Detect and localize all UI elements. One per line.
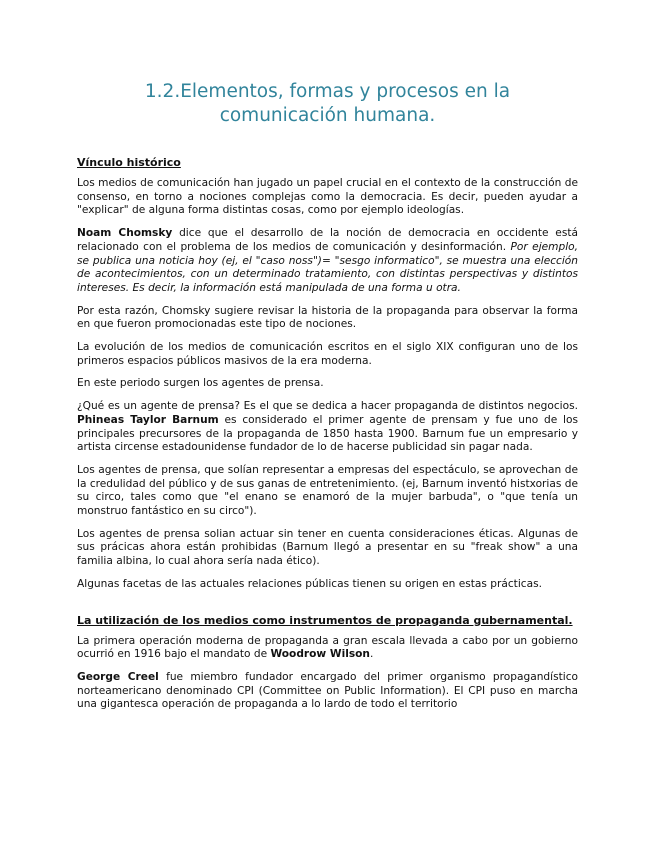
barnum-question: ¿Qué es un agente de prensa? Es el que se dedica a hacer propaganda de distintos negocios. — [77, 400, 578, 413]
paragraph-press-agents-emerge: En este periodo surgen los agentes de prensa. — [77, 377, 324, 390]
creel-name: George Creel — [77, 670, 159, 683]
paragraph-press-agents-ethics: Los agentes de prensa solian actuar sin tener en cuenta consideraciones éticas. Algunas de sus prácicas ahora están prohibidas (Barnum llegó a presentar en su "freak show" a una familia albina, lo cual ahora sería nada ético). — [77, 527, 578, 568]
page-title — [77, 0, 578, 128]
section-heading-historical-link: Vínculo histórico — [77, 156, 181, 169]
chomsky-name: Noam Chomsky — [77, 227, 173, 240]
barnum-name: Phineas Taylor Barnum — [77, 413, 219, 426]
wilson-name: Woodrow Wilson — [270, 648, 370, 661]
barnum-text: es considerado el primer agente de prensam y fue uno de los principales precursores de la propaganda de 1850 hasta 1900. Barnum fue un empresario y artista circense estadounidense fundador de lo de hacerse publicidad sin pagar nada. — [77, 413, 579, 454]
paragraph-press-agents-credulity: Los agentes de prensa, que solían representar a empresas del espectáculo, se aprovechan de la credulidad del público y de sus ganas de entretenimiento. (ej, Barnum inventó histxorias de su circo, tales como que "el enano se enamoró de la mujer barbuda", o "que tenía un monstruo fantástico en su circo"). — [77, 463, 578, 518]
paragraph-barnum — [77, 400, 578, 455]
section-heading-government-propaganda: La utilización de los medios como instrumentos de propaganda gubernamental. — [77, 613, 573, 627]
paragraph-xix-century: La evolución de los medios de comunicación escritos en el siglo XIX configuran uno de los primeros espacios públicos masivos de la era moderna. — [77, 341, 578, 367]
title-line-1: 1.2.Elementos, formas y procesos en la — [144, 81, 511, 102]
chomsky-example: Por ejemplo, se publica una noticia hoy (ej, el "caso noss")= "sesgo informatico", se muestra una elección de acontecimientos, con un determinado tratamiento, con distintas perspectivas y distintos intereses. Es decir, la información está manipulada de una forma u otra. — [77, 240, 578, 294]
wilson-end: . — [369, 648, 374, 661]
paragraph-chomsky-review: Por esta razón, Chomsky sugiere revisar la historia de la propaganda para observar la forma en que fueron promocionadas este tipo de nociones. — [77, 304, 578, 331]
title-line-2: comunicación humana. — [219, 105, 436, 126]
paragraph-media-consensus: Los medios de comunicación han jugado un papel crucial en el contexto de la construcción de consenso, en torno a nociones complejas como la democracia. Es decir, pueden ayudar a "explicar" de alguna forma distintas cosas, como por ejemplo ideologías. — [77, 177, 578, 217]
section-historical-link — [77, 156, 578, 592]
paragraph-creel — [77, 671, 578, 712]
chomsky-text: dice que el desarrollo de la noción de democracia en occidente está relacionado con el problema de los medios de comunicación y desinformación. — [77, 227, 578, 253]
wilson-text: La primera operación moderna de propaganda a gran escala llevada a cabo por un gobierno ocurrió en 1916 bajo el mandato de — [77, 634, 578, 661]
creel-text: fue miembro fundador encargado del primer organismo propagandístico norteamericano denominado CPI (Committee on Public Information). El CPI puso en marcha una gigantesca operación de propaganda a lo lardo de todo el territorio — [77, 670, 578, 711]
paragraph-wilson — [77, 635, 578, 662]
section-government-propaganda — [77, 614, 578, 713]
paragraph-chomsky — [77, 227, 578, 296]
paragraph-public-relations-origin: Algunas facetas de las actuales relaciones públicas tienen su origen en estas prácticas. — [77, 577, 542, 590]
